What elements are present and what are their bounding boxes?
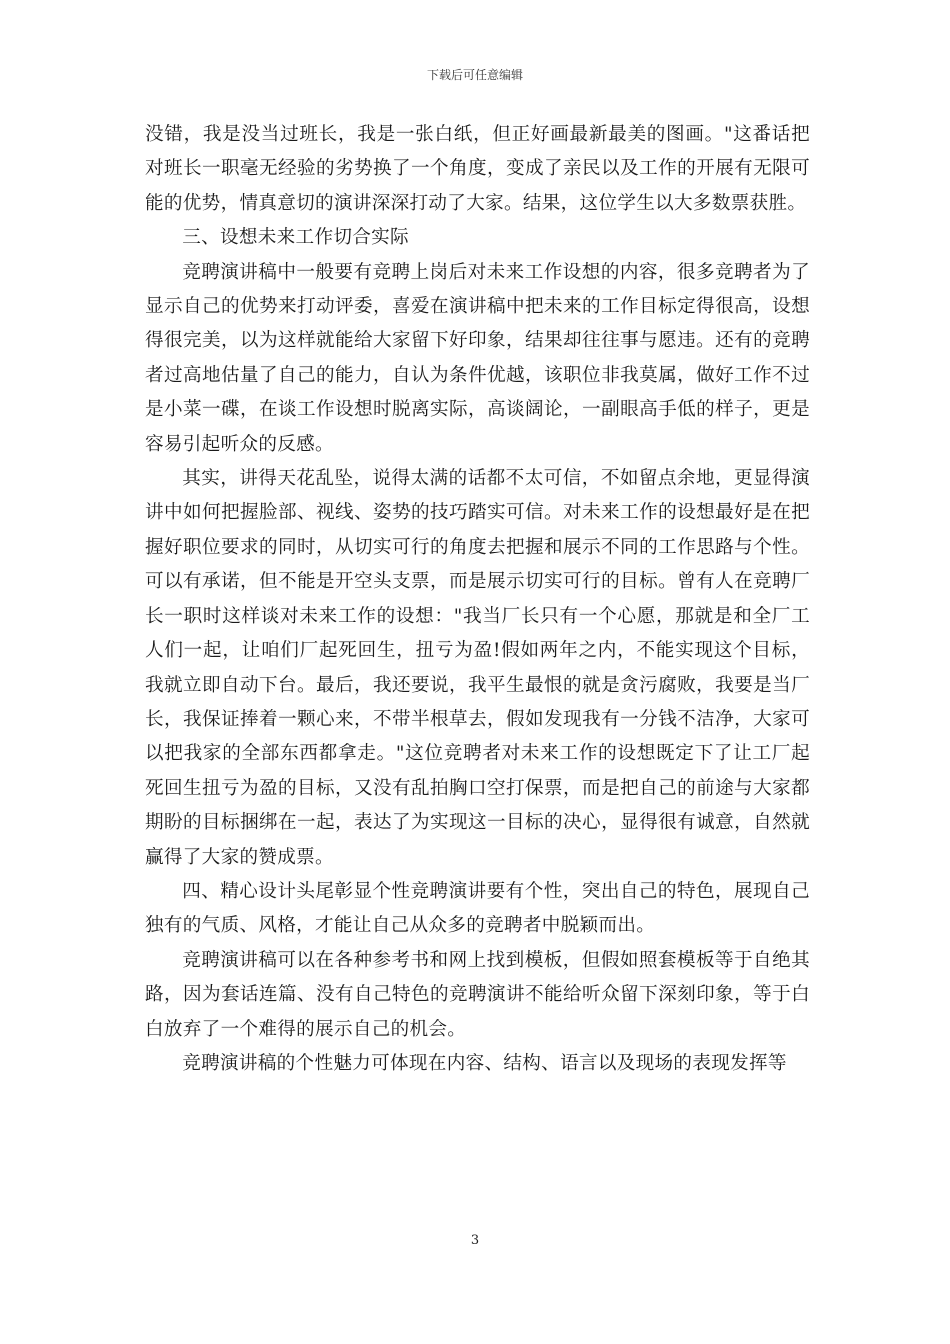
paragraph-continuation: 没错，我是没当过班长，我是一张白纸，但正好画最新最美的图画。"这番话把对班长一职毫无经验的劣势换了一个角度，变成了亲民以及工作的开展有无限可能的优势，情真意切的演讲深深打动了大家。结果，这位学生以大多数票获胜。: [145, 124, 810, 214]
paragraph: 竞聘演讲稿可以在各种参考书和网上找到模板，但假如照套模板等于自绝其路，因为套话连篇、没有自己特色的竞聘演讲不能给听众留下深刻印象，等于白白放弃了一个难得的展示自己的机会。: [145, 949, 810, 1040]
section-heading-4-paragraph: 四、精心设计头尾彰显个性竞聘演讲要有个性，突出自己的特色，展现自己独有的气质、风格，才能让自己从众多的竞聘者中脱颖而出。: [145, 880, 810, 937]
paragraph: 竞聘演讲稿中一般要有竞聘上岗后对未来工作设想的内容，很多竞聘者为了显示自己的优势来打动评委，喜爱在演讲稿中把未来的工作目标定得很高，设想得很完美，以为这样就能给大家留下好印象，结果却往往事与愿违。还有的竞聘者过高地估量了自己的能力，自认为条件优越，该职位非我莫属，做好工作不过是小菜一碟，在谈工作设想时脱离实际，高谈阔论，一副眼高手低的样子，更是容易引起听众的反感。: [145, 261, 810, 455]
section-heading-3: 三、设想未来工作切合实际: [182, 227, 409, 249]
page-number: 3: [470, 1233, 480, 1248]
document-body: [145, 118, 810, 1081]
paragraph: 其实，讲得天花乱坠，说得太满的话都不太可信，不如留点余地，更显得演讲中如何把握脸部、视线、姿势的技巧踏实可信。对未来工作的设想最好是在把握好职位要求的同时，从切实可行的角度去把握和展示不同的工作思路与个性。可以有承诺，但不能是开空头支票，而是展示切实可行的目标。曾有人在竞聘厂长一职时这样谈对未来工作的设想："我当厂长只有一个心愿，那就是和全厂工人们一起，让咱们厂起死回生，扭亏为盈!假如两年之内，不能实现这个目标，我就立即自动下台。最后，我还要说，我平生最恨的就是贪污腐败，我要是当厂长，我保证捧着一颗心来，不带半根草去，假如发现我有一分钱不洁净，大家可以把我家的全部东西都拿走。"这位竞聘者对未来工作的设想既定下了让工厂起死回生扭亏为盈的目标，又没有乱拍胸口空打保票，而是把自己的前途与大家都期盼的目标捆绑在一起，表达了为实现这一目标的决心，显得很有诚意，自然就赢得了大家的赞成票。: [145, 468, 810, 868]
page-header: 下载后可任意编辑: [426, 68, 523, 82]
paragraph: 竞聘演讲稿的个性魅力可体现在内容、结构、语言以及现场的表现发挥等: [182, 1052, 787, 1074]
